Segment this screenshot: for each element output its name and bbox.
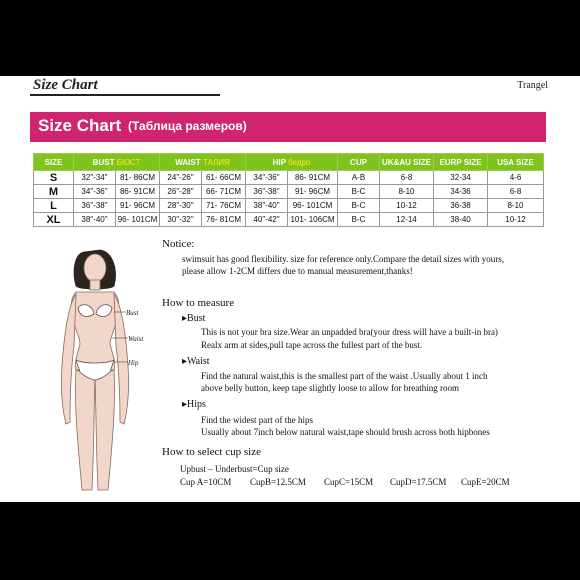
cup-e: CupE=20CM: [461, 477, 510, 487]
table-cell: 34"-36": [74, 185, 116, 199]
header-size: SIZE: [34, 154, 74, 171]
table-cell: 10-12: [488, 213, 544, 227]
table-cell: 96- 101CM: [288, 199, 338, 213]
table-cell: 38"-40": [246, 199, 288, 213]
header-hip: HIP бедро: [246, 154, 338, 171]
table-cell: 34"-36": [246, 171, 288, 185]
table-cell: 26"-28": [160, 185, 202, 199]
size-chart-page: [0, 76, 580, 502]
table-cell: B-C: [338, 185, 380, 199]
bust-line-2: Realx arm at sides,pull tape across the fullest part of the bust.: [201, 340, 423, 350]
header-title: Size Chart: [33, 77, 98, 93]
table-cell: B-C: [338, 199, 380, 213]
cup-a: Cup A=10CM: [180, 477, 232, 487]
table-cell: 91- 96CM: [116, 199, 160, 213]
header-cup: CUP: [338, 154, 380, 171]
table-cell: 28"-30": [160, 199, 202, 213]
header-usa: USA SIZE: [488, 154, 544, 171]
hip-label: Hip: [128, 359, 139, 367]
header-underline: [30, 94, 220, 96]
waist-line-2: above belly button, keep tape slightly loose to allow for breathing room: [201, 383, 459, 393]
table-cell: 6-8: [488, 185, 544, 199]
table-cell: L: [34, 199, 74, 213]
table-cell: 66- 71CM: [202, 185, 246, 199]
waist-label: Waist: [128, 335, 144, 343]
table-cell: 96- 101CM: [116, 213, 160, 227]
bust-heading: ▸Bust: [182, 313, 206, 324]
table-cell: 38-40: [434, 213, 488, 227]
header-ukau: UK&AU SIZE: [380, 154, 434, 171]
notice-title: Notice:: [162, 238, 195, 250]
cup-select-title: How to select cup size: [162, 446, 261, 458]
table-cell: 36"-38": [74, 199, 116, 213]
header-bust: BUST БЮСТ: [74, 154, 160, 171]
table-cell: M: [34, 185, 74, 199]
header-eurp: EURP SIZE: [434, 154, 488, 171]
cup-c: CupC=15CM: [324, 477, 374, 487]
header-brand: Trangel: [517, 80, 548, 91]
table-cell: 40"-42": [246, 213, 288, 227]
table-cell: 61- 66CM: [202, 171, 246, 185]
table-cell: 32-34: [434, 171, 488, 185]
size-chart-banner: [30, 112, 546, 142]
cup-formula: Upbust – Underbust=Cup size: [180, 464, 289, 474]
banner-title: Size Chart: [38, 116, 122, 135]
table-cell: 12-14: [380, 213, 434, 227]
waist-heading: ▸Waist: [182, 356, 210, 367]
table-cell: 8-10: [488, 199, 544, 213]
table-cell: 32"-34": [74, 171, 116, 185]
table-row: [34, 213, 544, 227]
table-cell: S: [34, 171, 74, 185]
hips-heading: ▸Hips: [182, 399, 206, 410]
table-cell: 101- 106CM: [288, 213, 338, 227]
table-cell: 76- 81CM: [202, 213, 246, 227]
table-cell: 91- 96CM: [288, 185, 338, 199]
table-cell: 24"-26": [160, 171, 202, 185]
table-cell: 36"-38": [246, 185, 288, 199]
bullet-icon: ▸: [182, 313, 188, 324]
table-cell: 34-36: [434, 185, 488, 199]
table-cell: 36-38: [434, 199, 488, 213]
hips-line-2: Usually about 7inch below natural waist,tape should brush across both hipbones: [201, 427, 490, 437]
table-row: [34, 171, 544, 185]
body-figure-illustration: [40, 246, 160, 496]
notice-line-1: swimsuit has good flexibility. size for reference only.Compare the detail sizes with yours,: [182, 254, 505, 264]
table-cell: 6-8: [380, 171, 434, 185]
table-cell: 38"-40": [74, 213, 116, 227]
table-row: [34, 199, 544, 213]
table-cell: 81- 86CM: [116, 171, 160, 185]
cup-d: CupD=17.5CM: [390, 477, 447, 487]
waist-line-1: Find the natural waist,this is the smallest part of the waist .Usually about 1 inch: [201, 371, 488, 381]
table-cell: 30"-32": [160, 213, 202, 227]
table-header-row: [34, 154, 544, 171]
table-row: [34, 185, 544, 199]
notice-line-2: please allow 1-2CM differs due to manual measurement,thanks!: [182, 266, 413, 276]
bust-line-1: This is not your bra size.Wear an unpadded bra(your dress will have a built-in bra): [201, 327, 498, 337]
table-cell: 8-10: [380, 185, 434, 199]
table-cell: B-C: [338, 213, 380, 227]
table-cell: 4-6: [488, 171, 544, 185]
table-cell: 86- 91CM: [288, 171, 338, 185]
bullet-icon: ▸: [182, 399, 188, 410]
size-table: [33, 153, 544, 227]
banner-subtitle: (Таблица размеров): [128, 119, 247, 133]
table-cell: 86- 91CM: [116, 185, 160, 199]
table-cell: 71- 76CM: [202, 199, 246, 213]
table-cell: 10-12: [380, 199, 434, 213]
bust-label: Bust: [126, 309, 139, 317]
cup-b: CupB=12.5CM: [250, 477, 306, 487]
table-cell: XL: [34, 213, 74, 227]
header-waist: WAIST ТАЛИЯ: [160, 154, 246, 171]
hips-line-1: Find the widest part of the hips: [201, 415, 313, 425]
table-cell: A-B: [338, 171, 380, 185]
bullet-icon: ▸: [182, 356, 188, 367]
how-to-measure-title: How to measure: [162, 297, 235, 309]
